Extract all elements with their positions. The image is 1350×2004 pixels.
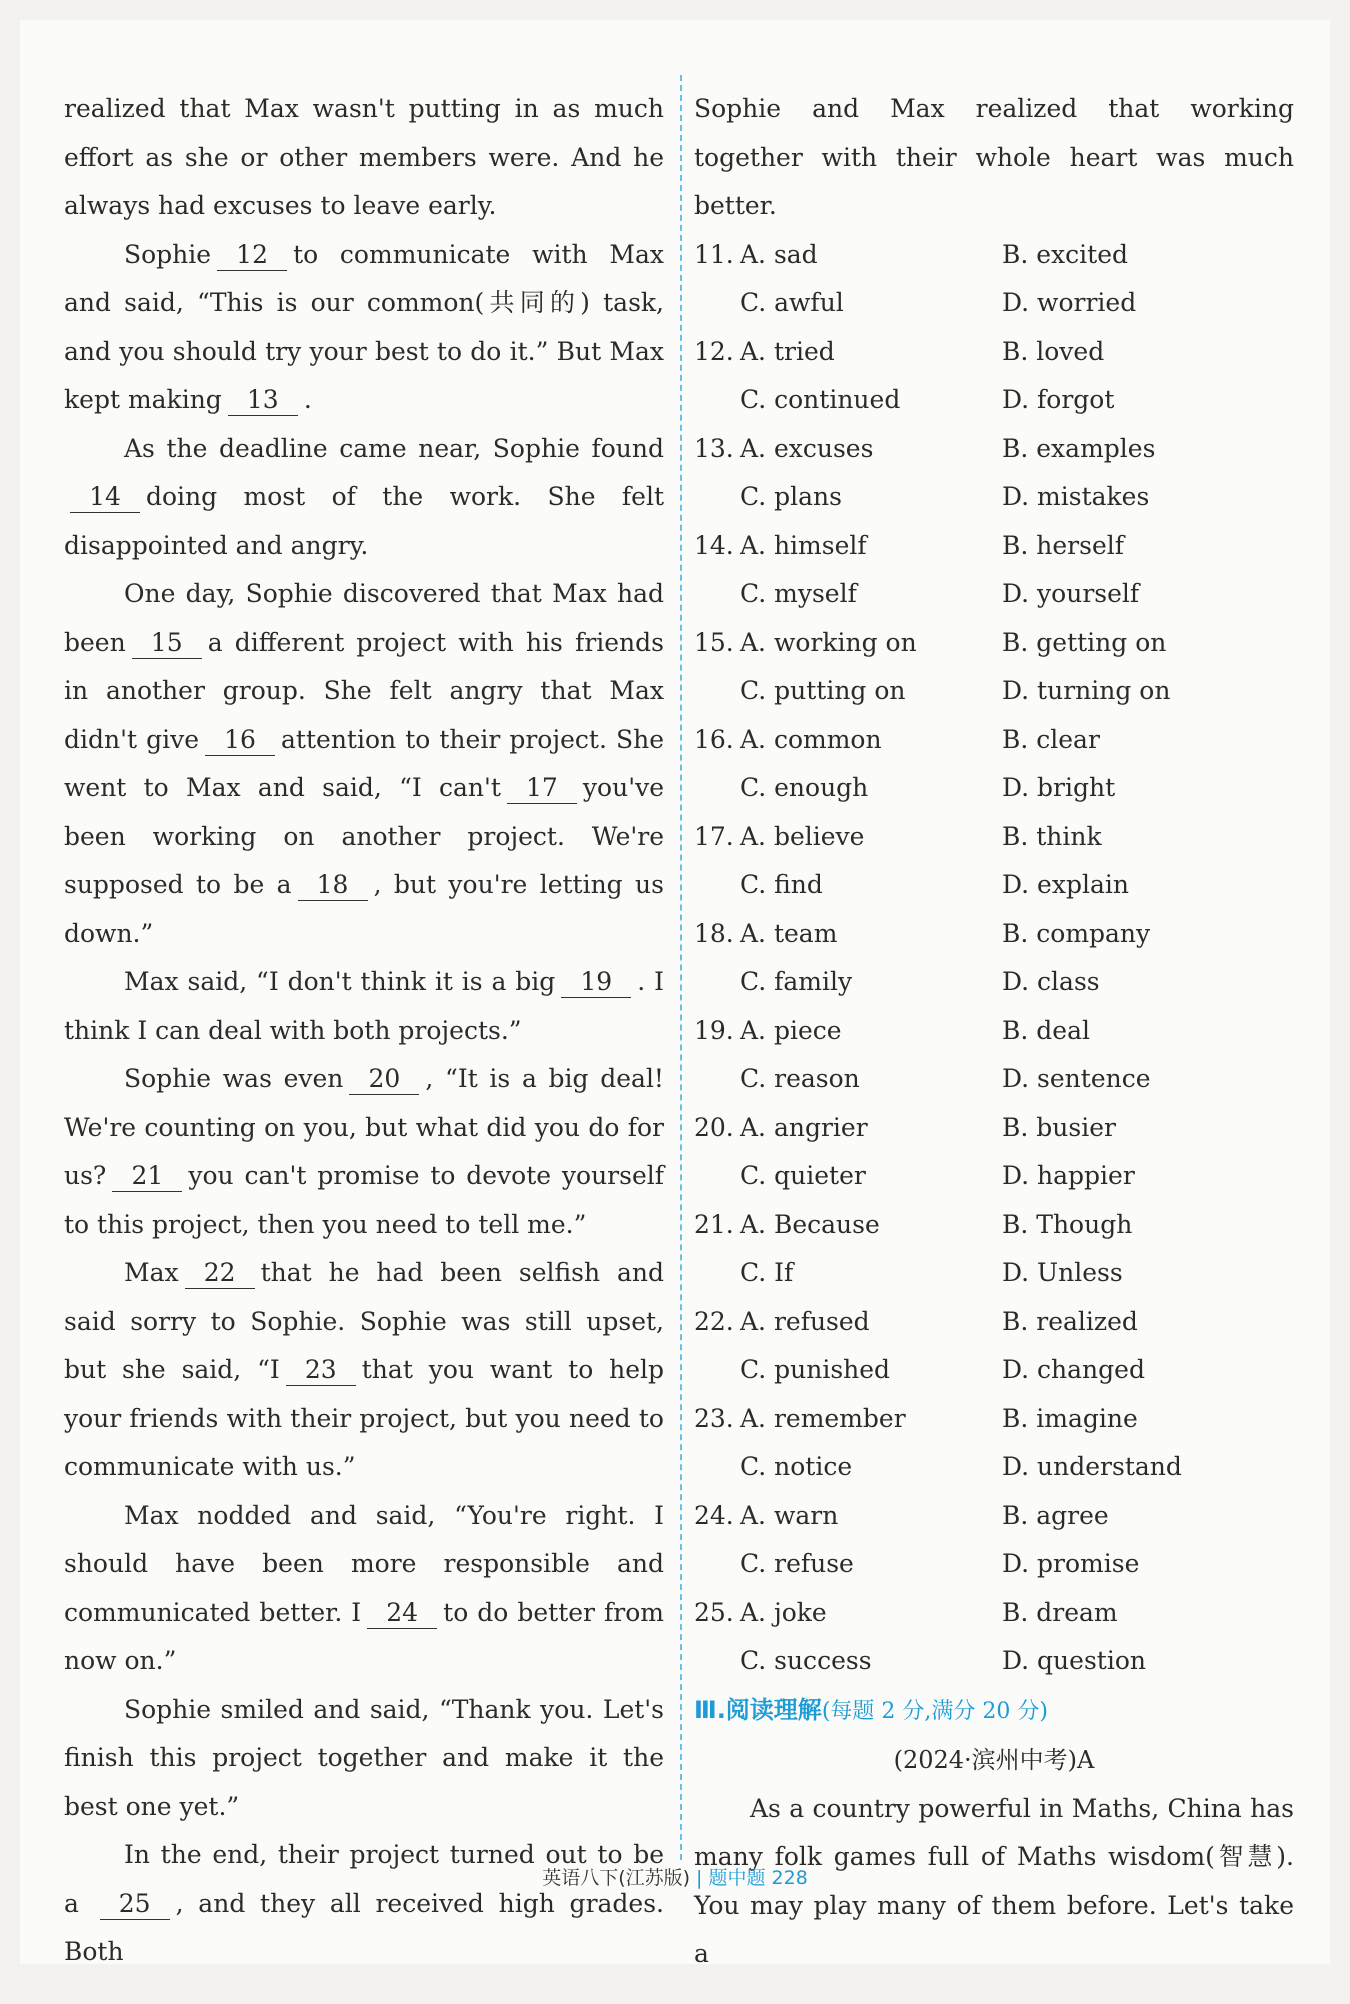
option-row bbox=[694, 1395, 1294, 1444]
option-b: B. loved bbox=[1002, 336, 1105, 366]
text: Sophie bbox=[124, 239, 212, 269]
option-b: B. getting on bbox=[1002, 627, 1167, 657]
option-row bbox=[694, 1104, 1294, 1153]
option-row bbox=[694, 1540, 1294, 1589]
option-d: D. promise bbox=[1002, 1549, 1140, 1578]
option-c: C. find bbox=[740, 870, 823, 899]
option-row bbox=[694, 279, 1294, 328]
indent-spacer bbox=[694, 279, 740, 328]
option-row bbox=[694, 1007, 1294, 1056]
option-b: B. examples bbox=[1002, 433, 1156, 463]
blank-24: 24 bbox=[367, 1598, 437, 1629]
option-a: A. piece bbox=[740, 1015, 842, 1045]
indent-spacer bbox=[694, 958, 740, 1007]
option-a: A. excuses bbox=[740, 433, 874, 463]
text: , “It is a big deal! We're counting on you, but what did you do for us? bbox=[64, 1064, 664, 1190]
blank-19: 19 bbox=[561, 967, 631, 998]
option-row bbox=[694, 570, 1294, 619]
option-row bbox=[694, 1055, 1294, 1104]
passage-source: (2024·滨州中考)A bbox=[893, 1746, 1095, 1774]
section-note: (每题 2 分,满分 20 分) bbox=[821, 1698, 1048, 1724]
option-b: B. agree bbox=[1002, 1500, 1109, 1530]
indent-spacer bbox=[694, 1637, 740, 1686]
indent-spacer bbox=[694, 1443, 740, 1492]
text: Max bbox=[124, 1258, 179, 1287]
option-b: B. excited bbox=[1002, 239, 1129, 269]
section-title: Ⅲ.阅读理解 bbox=[694, 1695, 822, 1724]
option-row bbox=[694, 1589, 1294, 1638]
reading-intro: As a country powerful in Maths, China has many folk games full of Maths wisdom(智慧). You may play many of them before. Let's take a bbox=[694, 1793, 1294, 1968]
page-footer bbox=[20, 1863, 1330, 1890]
indent-spacer bbox=[694, 667, 740, 716]
question-number: 20. bbox=[694, 1112, 734, 1142]
passage-paragraph-9: Sophie smiled and said, “Thank you. Let's finish this project together and make it the best one yet.” bbox=[64, 1694, 664, 1821]
option-a: A. Because bbox=[740, 1209, 880, 1239]
option-d: D. understand bbox=[1002, 1452, 1182, 1481]
passage-paragraph-7 bbox=[64, 1249, 664, 1492]
option-row bbox=[694, 425, 1294, 474]
passage-paragraph-5 bbox=[64, 958, 664, 1055]
passage-paragraph-4 bbox=[64, 570, 664, 958]
question-number: 22. bbox=[694, 1306, 734, 1336]
right-column bbox=[694, 85, 1294, 1979]
footer-separator: | bbox=[696, 1867, 703, 1889]
option-row bbox=[694, 1298, 1294, 1347]
option-row bbox=[694, 619, 1294, 668]
option-row bbox=[694, 910, 1294, 959]
option-row bbox=[694, 958, 1294, 1007]
text: to do better from now on.” bbox=[64, 1597, 664, 1675]
option-d: D. turning on bbox=[1002, 676, 1171, 705]
option-c: C. success bbox=[740, 1646, 872, 1675]
indent-spacer bbox=[694, 570, 740, 619]
blank-18: 18 bbox=[298, 870, 368, 901]
text: you've been working on another project. We're supposed to be a bbox=[64, 773, 664, 899]
option-c: C. plans bbox=[740, 482, 842, 511]
section-heading bbox=[694, 1686, 1294, 1737]
option-row bbox=[694, 764, 1294, 813]
question-number: 13. bbox=[694, 433, 734, 463]
option-row bbox=[694, 813, 1294, 862]
text: , but you're letting us down.” bbox=[64, 870, 664, 948]
question-number: 23. bbox=[694, 1403, 734, 1433]
question-number: 17. bbox=[694, 821, 734, 851]
option-a: A. working on bbox=[740, 627, 917, 657]
question-number: 25. bbox=[694, 1597, 734, 1627]
option-a: A. himself bbox=[740, 530, 867, 560]
option-row bbox=[694, 473, 1294, 522]
option-c: C. notice bbox=[740, 1452, 853, 1481]
question-number: 14. bbox=[694, 530, 734, 560]
option-row bbox=[694, 328, 1294, 377]
option-b: B. Though bbox=[1002, 1209, 1133, 1239]
indent-spacer bbox=[694, 376, 740, 425]
question-number: 15. bbox=[694, 627, 734, 657]
blank-21: 21 bbox=[112, 1161, 182, 1192]
option-row bbox=[694, 1249, 1294, 1298]
option-c: C. punished bbox=[740, 1355, 891, 1384]
text: doing most of the work. She felt disappointed and angry. bbox=[64, 482, 664, 560]
text: . I think I can deal with both projects.” bbox=[64, 967, 664, 1045]
text: Max said, “I don't think it is a big bbox=[124, 967, 556, 996]
option-a: A. angrier bbox=[740, 1112, 868, 1142]
indent-spacer bbox=[694, 1249, 740, 1298]
option-a: A. warn bbox=[740, 1500, 839, 1530]
blank-13: 13 bbox=[228, 385, 298, 416]
passage-paragraph-3 bbox=[64, 425, 664, 571]
option-row bbox=[694, 1346, 1294, 1395]
option-a: A. believe bbox=[740, 821, 865, 851]
option-c: C. refuse bbox=[740, 1549, 854, 1578]
passage-paragraph-8 bbox=[64, 1492, 664, 1686]
text: One day, Sophie discovered that Max had been bbox=[64, 579, 664, 657]
option-a: A. tried bbox=[740, 336, 835, 366]
text: that you want to help your friends with their project, but you need to communicate with us.” bbox=[64, 1355, 664, 1481]
option-c: C. enough bbox=[740, 773, 869, 802]
option-d: D. changed bbox=[1002, 1355, 1145, 1384]
indent-spacer bbox=[694, 1346, 740, 1395]
question-number: 21. bbox=[694, 1209, 734, 1239]
page bbox=[20, 20, 1330, 1968]
text: a different project with his friends in another group. She felt angry that Max didn't give bbox=[64, 627, 664, 754]
option-row bbox=[694, 1201, 1294, 1250]
option-row bbox=[694, 861, 1294, 910]
blank-12: 12 bbox=[217, 240, 287, 271]
blank-14: 14 bbox=[70, 482, 140, 513]
options-list bbox=[694, 231, 1294, 1686]
option-c: C. putting on bbox=[740, 676, 906, 705]
option-d: D. question bbox=[1002, 1646, 1146, 1675]
option-c: C. awful bbox=[740, 288, 844, 317]
passage-continuation: Sophie and Max realized that working together with their whole heart was much better. bbox=[694, 94, 1294, 220]
passage-paragraph-10 bbox=[64, 1831, 664, 1977]
text: , and they all received high grades. Both bbox=[64, 1888, 664, 1966]
passage-paragraph-1: realized that Max wasn't putting in as much effort as she or other members were. And he always had excuses to leave early. bbox=[64, 94, 664, 220]
text: As the deadline came near, Sophie found bbox=[124, 433, 664, 463]
option-a: A. sad bbox=[740, 239, 818, 269]
option-b: B. busier bbox=[1002, 1112, 1116, 1142]
blank-16: 16 bbox=[205, 725, 275, 756]
option-b: B. realized bbox=[1002, 1306, 1138, 1336]
option-d: D. bright bbox=[1002, 773, 1116, 802]
question-number: 19. bbox=[694, 1015, 734, 1045]
text: In the end, their project turned out to be a bbox=[64, 1840, 664, 1918]
option-d: D. mistakes bbox=[1002, 482, 1150, 511]
option-row bbox=[694, 667, 1294, 716]
text: that he had been selfish and said sorry to Sophie. Sophie was still upset, but she said, “I bbox=[64, 1258, 664, 1384]
text: Max nodded and said, “You're right. I should have been more responsible and communicated better. I bbox=[64, 1500, 664, 1627]
brand-name: 题中题 bbox=[708, 1867, 766, 1889]
option-c: C. family bbox=[740, 967, 853, 996]
option-c: C. myself bbox=[740, 579, 857, 608]
option-row bbox=[694, 376, 1294, 425]
option-c: C. reason bbox=[740, 1064, 860, 1093]
question-number: 11. bbox=[694, 239, 734, 269]
text: you can't promise to devote yourself to this project, then you need to tell me.” bbox=[64, 1161, 664, 1239]
option-d: D. forgot bbox=[1002, 385, 1115, 414]
option-b: B. imagine bbox=[1002, 1403, 1138, 1433]
option-row bbox=[694, 1443, 1294, 1492]
option-row bbox=[694, 231, 1294, 280]
blank-20: 20 bbox=[349, 1064, 419, 1095]
option-d: D. yourself bbox=[1002, 579, 1140, 608]
option-b: B. herself bbox=[1002, 530, 1124, 560]
option-a: A. common bbox=[740, 724, 882, 754]
option-c: C. quieter bbox=[740, 1161, 866, 1190]
blank-25: 25 bbox=[100, 1889, 170, 1920]
indent-spacer bbox=[694, 1055, 740, 1104]
blank-22: 22 bbox=[185, 1258, 255, 1289]
option-b: B. clear bbox=[1002, 724, 1100, 754]
blank-23: 23 bbox=[286, 1355, 356, 1386]
question-number: 12. bbox=[694, 336, 734, 366]
option-a: A. remember bbox=[740, 1403, 906, 1433]
option-c: C. continued bbox=[740, 385, 901, 414]
indent-spacer bbox=[694, 861, 740, 910]
option-row bbox=[694, 1152, 1294, 1201]
option-d: D. sentence bbox=[1002, 1064, 1151, 1093]
option-a: A. team bbox=[740, 918, 838, 948]
blank-17: 17 bbox=[507, 773, 577, 804]
text: . bbox=[303, 385, 312, 414]
text: attention to their project. She went to Max and said, “I can't bbox=[64, 724, 664, 802]
passage-paragraph-6 bbox=[64, 1055, 664, 1249]
option-d: D. Unless bbox=[1002, 1258, 1123, 1287]
option-d: D. class bbox=[1002, 967, 1100, 996]
option-row bbox=[694, 1492, 1294, 1541]
book-title: 英语八下(江苏版) bbox=[542, 1867, 691, 1889]
option-b: B. think bbox=[1002, 821, 1102, 851]
option-b: B. deal bbox=[1002, 1015, 1090, 1045]
option-d: D. happier bbox=[1002, 1161, 1135, 1190]
option-row bbox=[694, 1637, 1294, 1686]
column-divider bbox=[680, 75, 682, 1860]
question-number: 16. bbox=[694, 724, 734, 754]
option-a: A. joke bbox=[740, 1597, 827, 1627]
option-b: B. dream bbox=[1002, 1597, 1118, 1627]
option-d: D. explain bbox=[1002, 870, 1129, 899]
indent-spacer bbox=[694, 764, 740, 813]
indent-spacer bbox=[694, 473, 740, 522]
option-b: B. company bbox=[1002, 918, 1151, 948]
question-number: 24. bbox=[694, 1500, 734, 1530]
option-row bbox=[694, 716, 1294, 765]
indent-spacer bbox=[694, 1540, 740, 1589]
option-row bbox=[694, 522, 1294, 571]
text: to communicate with Max and said, “This is our common(共同的) task, and you should try your best to do it.” But Max kept making bbox=[64, 239, 664, 414]
text: Sophie was even bbox=[124, 1064, 344, 1093]
option-a: A. refused bbox=[740, 1306, 870, 1336]
page-number: 228 bbox=[771, 1867, 808, 1889]
option-d: D. worried bbox=[1002, 288, 1137, 317]
question-number: 18. bbox=[694, 918, 734, 948]
passage-left-column bbox=[64, 85, 664, 1977]
option-c: C. If bbox=[740, 1258, 794, 1287]
indent-spacer bbox=[694, 1152, 740, 1201]
blank-15: 15 bbox=[132, 628, 202, 659]
passage-paragraph-2 bbox=[64, 231, 664, 425]
